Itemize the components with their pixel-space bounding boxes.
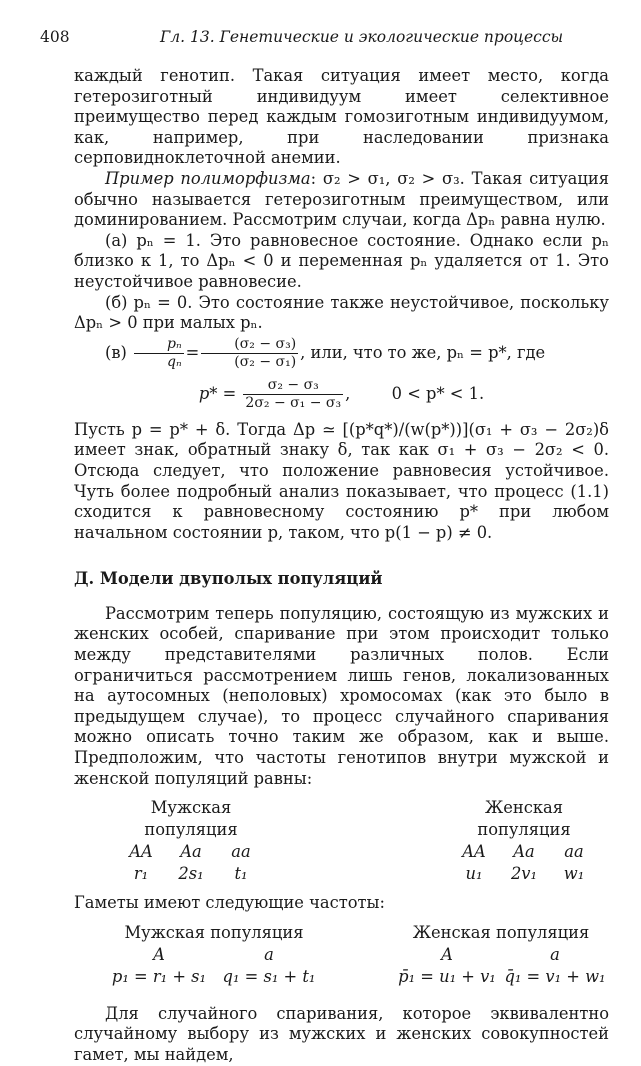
section-heading: Д. Модели двуполых популяций (74, 569, 383, 589)
male-population-title: Мужская популяция (124, 922, 304, 942)
fraction-numerator: pₙ (134, 336, 184, 354)
genotype-frequency: r₁ (133, 864, 149, 884)
male-genotype-table (116, 797, 266, 885)
allele-label: a (264, 944, 274, 964)
fraction-numerator: σ₂ − σ₃ (243, 377, 343, 395)
paragraph-continuation: каждый генотип. Такая ситуация имеет место, когда гетерозиготный индивидуум имеет селективное преимущество перед каждым гомозиготным индивидуумом, как, например, при наследовании признака серповидноклеточной анемии. (74, 66, 609, 168)
paragraph-polymorphism-example (74, 169, 609, 231)
paragraph-stability: Пусть p = p* + δ. Тогда Δp ≃ [(p*q*)/(w(p*))](σ₁ + σ₃ − 2σ₂)δ имеет знак, обратный знаку δ, так как σ₁ + σ₃ − 2σ₂ < 0. Отсюда следует, что положение равновесия устойчивое. Чуть более подробный анализ показывает, что процесс (1.1) сходится к равновесному состоянию p* при любом начальном состоянии p, таком, что p(1 − p) ≠ 0. (74, 419, 609, 542)
case-a: (а) pₙ = 1. Это равновесное состояние. Однако если pₙ близко к 1, то Δpₙ < 0 и переменная pₙ удаляется от 1. Это неустойчивое равновесие. (74, 230, 609, 291)
example-label: Пример полиморфизма (104, 168, 311, 188)
example-condition: : σ₂ > σ₁, σ₂ > σ₃. (310, 168, 465, 188)
case-c-text: , или, что то же, pₙ = p*, где (300, 342, 546, 362)
allele-label: a (550, 944, 560, 964)
allele-label: A (153, 944, 165, 964)
equals-sign: = (185, 342, 200, 362)
genotype-frequency: 2v₁ (510, 864, 538, 884)
female-population-title: Женская популяция (412, 922, 590, 942)
fraction-denominator: 2σ₂ − σ₁ − σ₃ (245, 394, 342, 411)
fraction-pn-qn (134, 336, 184, 371)
paragraph-random-mating: Для случайного спаривания, которое эквивалентно случайному выбору из мужских и женских совокупностей гамет, мы найдем, (74, 1003, 609, 1064)
example-text: Такая ситуация обычно называется гетерозиготным преимуществом, или доминированием. Рассмотрим случаи, когда Δpₙ равна нулю. (74, 168, 609, 230)
fraction-denominator: qₙ (167, 353, 182, 370)
fraction-denominator: (σ₂ − σ₁) (234, 353, 297, 370)
running-title: Гл. 13. Генетические и экологические процессы (160, 28, 564, 46)
case-b: (б) pₙ = 0. Это состояние также неустойчивое, поскольку Δpₙ > 0 при малых pₙ. (74, 292, 609, 333)
genotype-frequency: t₁ (234, 864, 248, 884)
genotype-label: Aa (513, 842, 535, 862)
gamete-formula: p̄₁ = u₁ + v₁ (398, 966, 496, 986)
case-c-label: (в) (104, 342, 127, 362)
display-lhs: p* = (198, 383, 237, 403)
display-fraction (243, 377, 343, 412)
page-body (74, 66, 609, 1066)
genotype-label: Aa (180, 842, 202, 862)
genotype-frequency-table (74, 797, 609, 885)
male-gamete-table (104, 922, 324, 988)
gamete-formula: q₁ = s₁ + t₁ (222, 966, 316, 986)
female-gamete-table (393, 922, 609, 988)
genotype-label: aa (564, 842, 584, 862)
fraction-numerator: (σ₂ − σ₃) (201, 336, 298, 354)
genotype-label: aa (231, 842, 251, 862)
gamete-formula: p₁ = r₁ + s₁ (111, 966, 207, 986)
paragraph-gametes: Гаметы имеют следующие частоты: (74, 893, 385, 913)
female-population-title: Женская популяция (477, 798, 571, 840)
page-number: 408 (40, 28, 70, 46)
case-c (74, 336, 609, 371)
allele-label: A (441, 944, 453, 964)
female-genotype-table (449, 797, 599, 885)
genotype-frequency: 2s₁ (178, 864, 204, 884)
display-rhs: , 0 < p* < 1. (345, 383, 485, 403)
gamete-frequency-table (74, 922, 609, 988)
gamete-formula: q̄₁ = v₁ + w₁ (504, 966, 606, 986)
fraction-sigma (201, 336, 298, 371)
genotype-label: AA (129, 842, 153, 862)
genotype-frequency: w₁ (563, 864, 585, 884)
genotype-label: AA (462, 842, 486, 862)
page-header (40, 28, 608, 50)
genotype-frequency: u₁ (465, 864, 483, 884)
male-population-title: Мужская популяция (144, 798, 238, 840)
paragraph-two-sex-intro: Рассмотрим теперь популяцию, состоящую из мужских и женских особей, спаривание при этом происходит только между представителями различных полов. Если ограничиться рассмотрением лишь генов, локализованных на аутосомных (неполовых) хромосомах (как это было в предыдущем случае), то процесс случайного спаривания можно описать точно таким же образом, как и выше. Предположим, что частоты генотипов внутри мужской и женской популяций равны: (74, 603, 609, 788)
display-equation (74, 377, 609, 412)
